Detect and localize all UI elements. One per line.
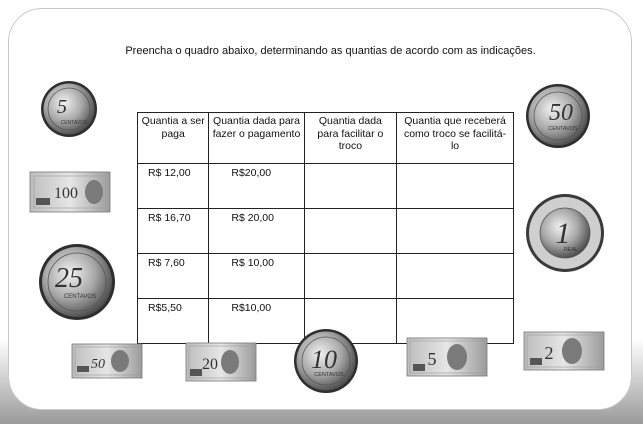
instruction-text: Preencha o quadro abaixo, determinando as quantias de acordo com as indicações. — [125, 45, 536, 57]
header-change-received: Quantia que receberá como troco se facilitá-lo — [397, 113, 514, 164]
header-amount-given: Quantia dada para fazer o pagamento — [209, 113, 304, 164]
cell-amount-to-pay: R$5,50 — [138, 299, 209, 344]
table-row — [138, 254, 514, 299]
cell-amount-for-change[interactable] — [304, 164, 396, 209]
coin-10-label: CENTAVOS — [314, 372, 344, 378]
cell-amount-to-pay: R$ 16,70 — [138, 209, 209, 254]
cell-amount-for-change[interactable] — [304, 209, 396, 254]
banknote-5-reais — [407, 338, 487, 376]
header-amount-for-change: Quantia dada para facilitar o troco — [304, 113, 396, 164]
cell-amount-given: R$20,00 — [209, 164, 304, 209]
coin-5-label: CENTAVOS — [60, 120, 88, 126]
cell-change-received[interactable] — [397, 299, 514, 344]
coin-50-label: CENTAVOS — [548, 126, 578, 132]
cell-amount-for-change[interactable] — [304, 254, 396, 299]
banknote-20-reais — [186, 343, 256, 381]
coin-10-value: 10 — [311, 345, 337, 374]
coin-1-label: REAL — [563, 247, 579, 253]
banknote-50-reais — [72, 344, 142, 378]
cell-change-received[interactable] — [397, 164, 514, 209]
cell-amount-given: R$ 10,00 — [209, 254, 304, 299]
cell-change-received[interactable] — [397, 209, 514, 254]
coin-1-value: 1 — [555, 217, 571, 250]
coin-25-label: CENTAVOS — [63, 294, 97, 300]
banknote-2-reais — [524, 332, 604, 370]
table-row — [138, 209, 514, 254]
coin-5-centavos — [40, 80, 98, 138]
table-header-row — [138, 113, 514, 164]
cell-amount-given: R$ 20,00 — [209, 209, 304, 254]
table-row — [138, 164, 514, 209]
coin-25-centavos — [38, 243, 116, 321]
coin-10-centavos — [293, 328, 359, 394]
change-table — [137, 112, 514, 344]
cell-change-received[interactable] — [397, 254, 514, 299]
coin-25-value: 25 — [55, 263, 83, 294]
cell-amount-given: R$10,00 — [209, 299, 304, 344]
banknote-20-value: 20 — [202, 356, 218, 373]
banknote-50-value: 50 — [91, 357, 105, 372]
banknote-100-value: 100 — [54, 185, 78, 202]
coin-50-centavos — [525, 83, 591, 149]
cell-amount-to-pay: R$ 7,60 — [138, 254, 209, 299]
coin-5-value: 5 — [57, 96, 67, 118]
cell-amount-to-pay: R$ 12,00 — [138, 164, 209, 209]
coin-1-real — [525, 193, 605, 273]
coin-50-value: 50 — [549, 100, 573, 126]
banknote-100-reais — [30, 172, 110, 212]
header-amount-to-pay: Quantia a ser paga — [138, 113, 209, 164]
banknote-2-value: 2 — [544, 343, 554, 363]
banknote-5-value: 5 — [427, 349, 437, 369]
